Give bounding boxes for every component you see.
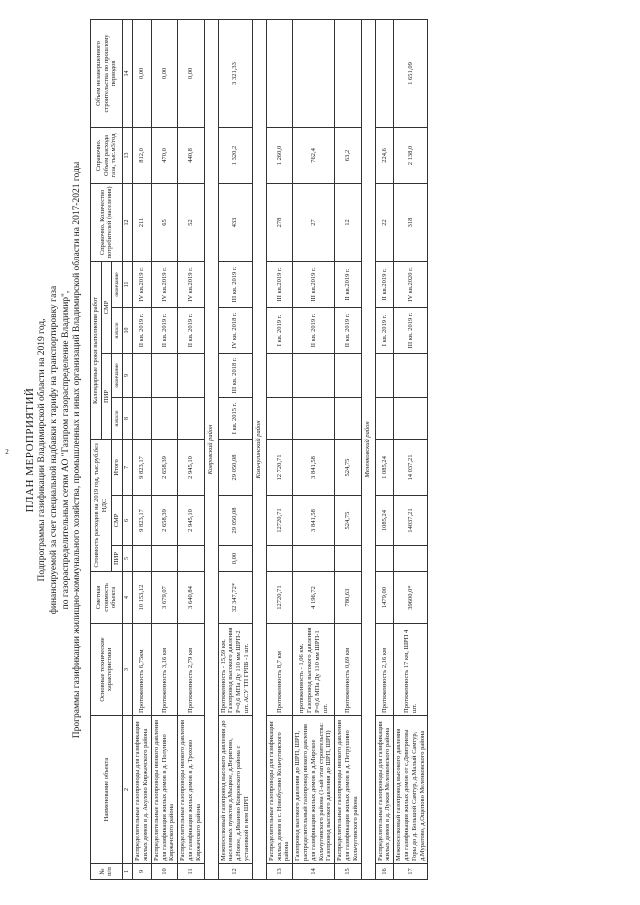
smr-start: II кв. 2019 г.: [133, 307, 152, 353]
pir-start: [266, 397, 292, 439]
col-index: 9: [123, 353, 133, 397]
table-row: [394, 19, 428, 879]
cost-pir: [266, 546, 292, 572]
gas-volume: 1 260,0: [266, 127, 292, 183]
unfinished-volume: [335, 19, 361, 127]
gas-volume: 470,0: [151, 127, 177, 183]
col-consumers-header: Справочно. Количество потребителей (населения): [90, 183, 122, 261]
col-tech-header: Основные технические характеристики: [90, 624, 122, 716]
section-label: Кольчугинский район: [252, 19, 266, 879]
smr-start: IV кв. 2018 г.: [218, 307, 252, 353]
row-number: 11: [178, 864, 204, 880]
estimated-cost: 4 196,72: [293, 572, 335, 624]
object-name: Межпоселковый газопровод высокого давления для газификации жилых домов от с.Дмитриевы Горы до д. Большой Самтур, д.Малый Самтур, д.Муратово, д.Ощепово Меленковского района: [394, 716, 428, 864]
estimated-cost: 12720,71: [266, 572, 292, 624]
col-index: 5: [123, 546, 133, 572]
header-row-1: [90, 19, 101, 879]
col-num-header: № п/п: [90, 864, 122, 880]
estimated-cost: 39600,0*: [394, 572, 428, 624]
pir-end: [394, 353, 428, 397]
tech-spec: Протяженность 2,79 км: [178, 624, 204, 716]
cost-smr: 2 945,10: [178, 496, 204, 546]
table-row: [178, 19, 204, 879]
smr-end: III кв.2019 г.: [293, 261, 335, 307]
section-row: [252, 19, 266, 879]
col-pir-header: ПИР: [112, 546, 123, 572]
pir-start: [151, 397, 177, 439]
col-total-header: Итого: [112, 439, 123, 495]
document-heading: [24, 10, 84, 890]
subtitle-line-3: по газораспределительным сетям АО "Газпром газораспределение Владимир",: [60, 290, 71, 610]
tech-spec: Протяженность - 15,59 км. Газопровод высокого давления Р=0,6 МПа Ду 110 мм ШРП-2 шт. АСУ ТП ГРПБ -1 шт.: [218, 624, 252, 716]
consumers: 12: [335, 183, 361, 261]
cost-smr: 14037,21: [394, 496, 428, 546]
pir-end: [375, 353, 394, 397]
cost-smr: 524,75: [335, 496, 361, 546]
page-number: 2: [5, 448, 9, 456]
unfinished-volume: [266, 19, 292, 127]
cost-smr: 3 841,58: [293, 496, 335, 546]
plan-table: [90, 19, 429, 880]
consumers: 27: [293, 183, 335, 261]
col-smr-header: СМР: [112, 496, 123, 546]
col-index: 12: [123, 183, 133, 261]
estimated-cost: 1479,00: [375, 572, 394, 624]
row-number: 16: [375, 864, 394, 880]
smr-start: III кв. 2019 г.: [394, 307, 428, 353]
smr-start: I кв. 2019 г.: [375, 307, 394, 353]
col-index: 10: [123, 307, 133, 353]
cost-smr: 9 823,17: [133, 496, 152, 546]
tech-spec: протяженность - 1,06 км. Газопровод высокого давления Р=0,6 МПа Ду 110 мм ШРП-1 шт.: [293, 624, 335, 716]
pir-end: III кв. 2018 г.: [218, 353, 252, 397]
plan-table-body: [133, 19, 428, 879]
smr-end: II кв.2019 г.: [335, 261, 361, 307]
pir-start-header: начало: [112, 397, 123, 439]
pir-start: [375, 397, 394, 439]
col-index: 2: [123, 716, 133, 864]
col-index: 7: [123, 439, 133, 495]
table-row: [266, 19, 292, 879]
calendar-header: Календарные сроки выполнения работ: [90, 261, 101, 439]
table-row: [218, 19, 252, 879]
estimated-cost: 780,63: [335, 572, 361, 624]
col-index: 4: [123, 572, 133, 624]
cost-smr: 12720,71: [266, 496, 292, 546]
gas-volume: 440,8: [178, 127, 204, 183]
estimated-cost: 32 347,72*: [218, 572, 252, 624]
smr-start-header: начало: [112, 307, 123, 353]
table-row: [133, 19, 152, 879]
object-name: Распределительные газопроводы низкого давления для газификации жилых домов в д. Полунино Киржачского района: [151, 716, 177, 864]
smr-end: II кв.2019 г.: [375, 261, 394, 307]
subtitle-line-4: Программы газификации жилищно-коммунального хозяйства, промышленных и иных организаций Владимирской области на 2017-2021 годы: [72, 161, 83, 739]
estimated-cost: 3 679,07: [151, 572, 177, 624]
cost-total: 524,75: [335, 439, 361, 495]
smr-end-header: окончание: [112, 261, 123, 307]
plan-title: ПЛАН МЕРОПРИЯТИЙ: [24, 387, 36, 513]
smr-end: IV кв.2019 г.: [133, 261, 152, 307]
cost-total: 2 658,39: [151, 439, 177, 495]
col-gas-volume-header: Справочно. Объем расхода газа, тыс.м3/год: [90, 127, 122, 183]
pir-start: [133, 397, 152, 439]
cost-pir: [178, 546, 204, 572]
smr-end: IV кв.2019 г.: [178, 261, 204, 307]
unfinished-volume: 0,00: [133, 19, 152, 127]
column-index-row: [123, 19, 133, 879]
pir-end-header: окончание: [112, 353, 123, 397]
object-name: Газопровод высокого давления до ШРП, ШРП, распределительный газопровод низкого давления для газификации жилых домов в д.Мирское Кольчугинского района (1-ый этап строительства: Газопровод высокого давления до ШРП, ШРП): [293, 716, 335, 864]
smr-start: II кв. 2019 г.: [293, 307, 335, 353]
cost-total: 29 050,08: [218, 439, 252, 495]
object-name: Распределительные газопроводы для газификации жилых домов в с. Новобусино Кольчугинского района: [266, 716, 292, 864]
smr-start: II кв. 2019 г.: [151, 307, 177, 353]
unfinished-volume: 3 321,33: [218, 19, 252, 127]
row-number: 17: [394, 864, 428, 880]
cost-pir: [151, 546, 177, 572]
pir-start: [335, 397, 361, 439]
rotated-page: [20, 10, 620, 890]
unfinished-volume: [375, 19, 394, 127]
cost-total: 1 085,24: [375, 439, 394, 495]
section-label: Меленковский район: [361, 19, 375, 879]
cost-smr: 1085,24: [375, 496, 394, 546]
subtitle-line-1: Подпрограммы газификации Владимирской области на 2019 год,: [37, 318, 48, 582]
col-index: 1: [123, 864, 133, 880]
smr-end: IV кв.2020 г.: [394, 261, 428, 307]
tech-spec: Протяженность 6,75км: [133, 624, 152, 716]
object-name: Межпоселковый газопровод высокого давления до населенных пунктов д.Мыцкое, д.Веригино, д.Новое, д.Иваново Ковровского района с установкой в нем ШРП: [218, 716, 252, 864]
cost-total: 9 823,17: [133, 439, 152, 495]
smr-end: III кв.2019 г.: [266, 261, 292, 307]
col-index: 13: [123, 127, 133, 183]
col-est-cost-header: Сметная стоимость объекта: [90, 572, 122, 624]
table-row: [151, 19, 177, 879]
section-row: [204, 19, 218, 879]
col-unfinished-header: Объем незавершенного строительства по прошлому периодов: [90, 19, 122, 127]
object-name: Распределительные газопроводы низкого давления для газификации жилых домов в д. Трохово Киржачского района: [178, 716, 204, 864]
pir-start: I кв. 2015 г.: [218, 397, 252, 439]
cost-pir: [335, 546, 361, 572]
consumers: 433: [218, 183, 252, 261]
tech-spec: Протяженность 8,7 км: [266, 624, 292, 716]
section-row: [361, 19, 375, 879]
gas-volume: 812,0: [133, 127, 152, 183]
cost-total: 2 945,10: [178, 439, 204, 495]
table-row: [375, 19, 394, 879]
consumers: 65: [151, 183, 177, 261]
cost-pir: 0,00: [218, 546, 252, 572]
object-name: Распределительные газопроводы низкого давления для газификации жилых домов в д. Петрушино Кольчугинского района: [335, 716, 361, 864]
row-number: 14: [293, 864, 335, 880]
unfinished-volume: 1 651,09: [394, 19, 428, 127]
object-name: Распределительные газопроводы для газификации жилых домов в д. Лужки Меленковского района: [375, 716, 394, 864]
smr-start: II кв. 2019 г.: [335, 307, 361, 353]
gas-volume: 762,4: [293, 127, 335, 183]
cost-smr: 2 658,39: [151, 496, 177, 546]
consumers: 278: [266, 183, 292, 261]
col-index: 3: [123, 624, 133, 716]
subtitle-line-2: финансируемой за счет специальной надбавки к тарифу на транспортировку газа: [48, 285, 59, 615]
pir-end: [335, 353, 361, 397]
row-number: 12: [218, 864, 252, 880]
cost-group-header: Стоимость расходов на 2019 год, тыс.руб.без НДС: [90, 439, 112, 571]
pir-end: [293, 353, 335, 397]
pir-start: [293, 397, 335, 439]
cost-total: 12 720,71: [266, 439, 292, 495]
row-number: 15: [335, 864, 361, 880]
pir-start: [394, 397, 428, 439]
cost-pir: [375, 546, 394, 572]
gas-volume: 1 320,2: [218, 127, 252, 183]
pir-end: [151, 353, 177, 397]
gas-volume: 2 138,0: [394, 127, 428, 183]
calendar-pir-header: ПИР: [101, 353, 112, 439]
gas-volume: 63,2: [335, 127, 361, 183]
col-index: 11: [123, 261, 133, 307]
unfinished-volume: 0,00: [151, 19, 177, 127]
consumers: 52: [178, 183, 204, 261]
row-number: 10: [151, 864, 177, 880]
table-row: [293, 19, 335, 879]
cost-smr: 29 050,08: [218, 496, 252, 546]
cost-pir: [394, 546, 428, 572]
tech-spec: Протяженность 17 км, ШРП 4 шт.: [394, 624, 428, 716]
estimated-cost: 10 153,12: [133, 572, 152, 624]
consumers: 318: [394, 183, 428, 261]
smr-start: II кв. 2019 г.: [178, 307, 204, 353]
unfinished-volume: 0,00: [178, 19, 204, 127]
cost-total: 14 037,21: [394, 439, 428, 495]
pir-end: [133, 353, 152, 397]
col-index: 14: [123, 19, 133, 127]
tech-spec: Протяженность 0,69 км: [335, 624, 361, 716]
cost-pir: [293, 546, 335, 572]
col-index: 8: [123, 397, 133, 439]
pir-start: [178, 397, 204, 439]
row-number: 13: [266, 864, 292, 880]
row-number: 9: [133, 864, 152, 880]
gas-volume: 224,6: [375, 127, 394, 183]
col-name-header: Наименование объекта: [90, 716, 122, 864]
consumers: 211: [133, 183, 152, 261]
consumers: 22: [375, 183, 394, 261]
smr-end: III кв. 2019 г.: [218, 261, 252, 307]
section-label: Ковровский район: [204, 19, 218, 879]
cost-pir: [133, 546, 152, 572]
cost-total: 3 841,58: [293, 439, 335, 495]
object-name: Распределительные газопроводы для газификации жилых домов в д. Акулово Киржачского района: [133, 716, 152, 864]
tech-spec: Протяженность 2,16 км: [375, 624, 394, 716]
pir-end: [178, 353, 204, 397]
estimated-cost: 3 640,84: [178, 572, 204, 624]
unfinished-volume: [293, 19, 335, 127]
calendar-smr-header: СМР: [101, 261, 112, 353]
smr-end: IV кв.2019 г.: [151, 261, 177, 307]
col-index: 6: [123, 496, 133, 546]
table-row: [335, 19, 361, 879]
smr-start: I кв. 2019 г.: [266, 307, 292, 353]
tech-spec: Протяженность 3,16 км: [151, 624, 177, 716]
pir-end: [266, 353, 292, 397]
